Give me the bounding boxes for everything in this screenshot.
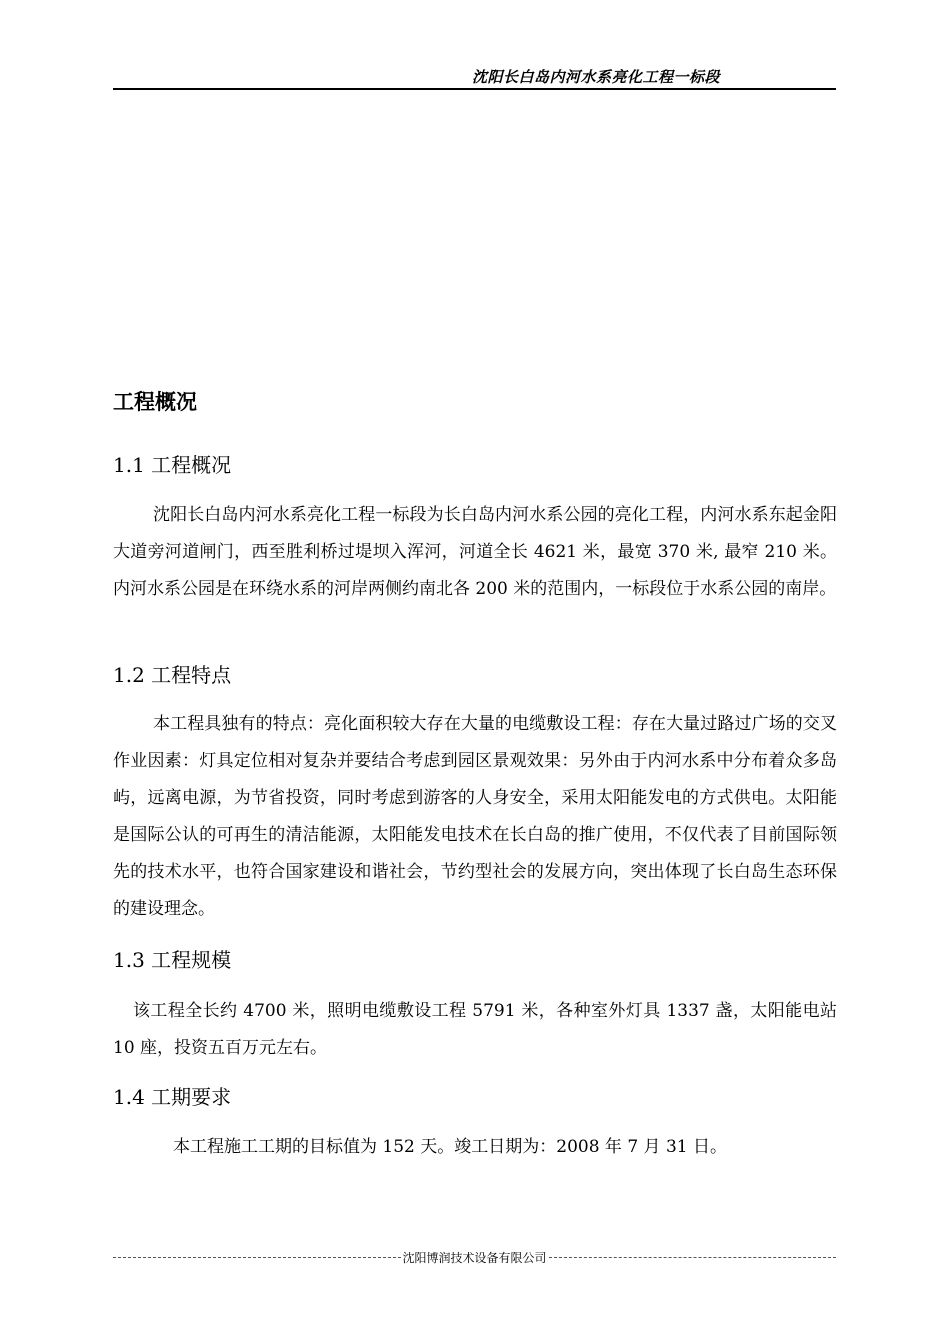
header-divider	[113, 88, 836, 90]
section-heading-1-1: 1.1 工程概况	[113, 453, 232, 477]
footer-dash-left	[113, 1257, 401, 1258]
footer-company: 沈阳博润技术设备有限公司	[402, 1250, 547, 1265]
document-title: 工程概况	[113, 389, 197, 414]
section-body-1-1: 沈阳长白岛内河水系亮化工程一标段为长白岛内河水系公园的亮化工程，内河水系东起金阳大道旁河道闸门，西至胜利桥过堤坝入浑河，河道全长 4621 米，最宽 370 米, 最窄 210 米。内河水系公园是在环绕水系的河岸两侧约南北各 200 米的范围内，一标段位于水系公园的南岸。	[113, 505, 837, 599]
section-heading-1-2: 1.2 工程特点	[113, 663, 232, 687]
section-body-1-4: 本工程施工工期的目标值为 152 天。竣工日期为：2008 年 7 月 31 日。	[173, 1137, 727, 1157]
page-header	[113, 66, 836, 92]
section-body-1-2: 本工程具独有的特点：亮化面积较大存在大量的电缆敷设工程：存在大量过路过广场的交叉作业因素：灯具定位相对复杂并要结合考虑到园区景观效果：另外由于内河水系中分布着众多岛屿，远离电源，为节省投资，同时考虑到游客的人身安全，采用太阳能发电的方式供电。太阳能是国际公认的可再生的清洁能源，太阳能发电技术在长白岛的推广使用，不仅代表了目前国际领先的技术水平，也符合国家建设和谐社会，节约型社会的发展方向，突出体现了长白岛生态环保的建设理念。	[113, 714, 837, 919]
section-heading-1-4: 1.4 工期要求	[113, 1085, 232, 1109]
footer-dash-right	[549, 1257, 837, 1258]
section-body-1-3: 该工程全长约 4700 米，照明电缆敷设工程 5791 米，各种室外灯具 1337 盏，太阳能电站 10 座，投资五百万元左右。	[113, 1001, 837, 1058]
header-title: 沈阳长白岛内河水系亮化工程一标段	[471, 68, 720, 86]
section-heading-1-3: 1.3 工程规模	[113, 948, 232, 972]
page-footer	[113, 1247, 836, 1267]
